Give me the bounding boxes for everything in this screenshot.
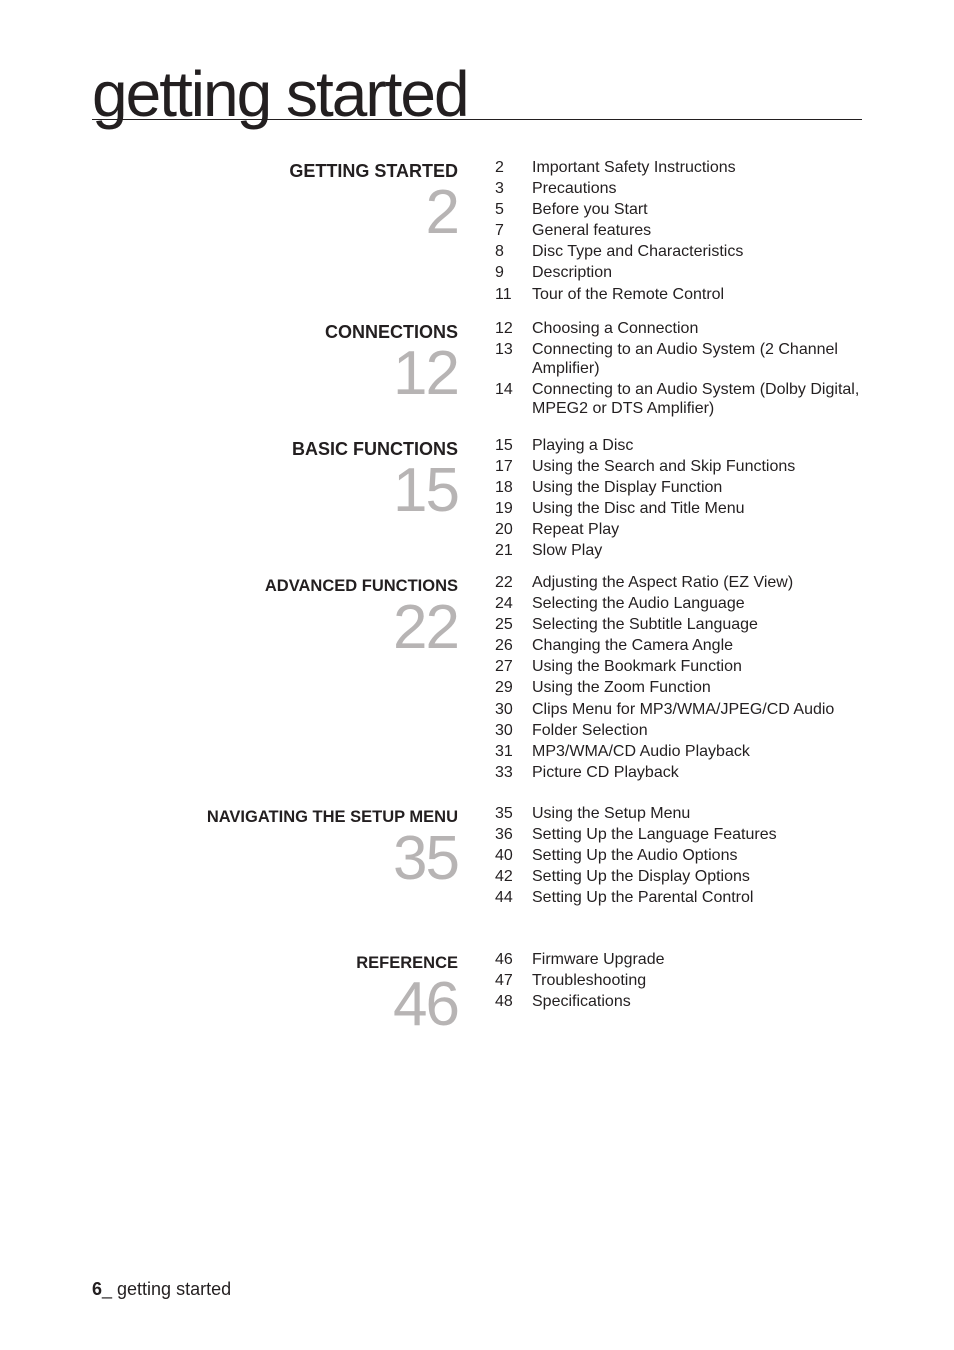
toc-entry-page: 47 <box>495 972 513 990</box>
toc-entry[interactable] <box>495 742 865 761</box>
toc-entry-page: 25 <box>495 616 513 634</box>
toc-entry-label: Playing a Disc <box>532 437 634 454</box>
toc-entry-page: 33 <box>495 763 513 781</box>
section-big-number: 15 <box>393 456 458 525</box>
toc-entry[interactable] <box>495 950 865 969</box>
section-entry-list <box>495 804 865 909</box>
section-entry-list <box>495 158 865 306</box>
section-header <box>138 806 458 893</box>
toc-entry-page: 8 <box>495 243 504 261</box>
toc-entry-label: Connecting to an Audio System (2 Channel Amplifier) <box>532 341 838 378</box>
toc-entry-label: Before you Start <box>532 201 648 219</box>
page-title: getting started <box>92 58 468 130</box>
toc-entry-page: 36 <box>495 826 513 844</box>
toc-entry-page: 29 <box>495 679 513 697</box>
section-header <box>138 575 458 662</box>
toc-entry[interactable] <box>495 846 865 865</box>
toc-entry-page: 14 <box>495 381 513 399</box>
toc-entry-page: 20 <box>495 521 513 539</box>
toc-entry-page: 11 <box>495 285 512 303</box>
toc-entry-page: 19 <box>495 500 513 518</box>
toc-entry[interactable] <box>495 242 865 261</box>
toc-entry-label: Using the Display Function <box>532 479 723 497</box>
toc-entry[interactable] <box>495 319 865 338</box>
toc-entry-label: Choosing a Connection <box>532 320 699 337</box>
toc-entry-label: Using the Zoom Function <box>532 679 711 697</box>
section-heading: NAVIGATING THE SETUP MENU <box>206 808 458 826</box>
toc-entry-page: 35 <box>495 805 513 822</box>
toc-entry[interactable] <box>495 380 865 418</box>
section-entry-list <box>495 573 865 784</box>
toc-entry-label: Setting Up the Language Features <box>532 826 777 844</box>
toc-entry[interactable] <box>495 457 865 476</box>
toc-entry-label: Repeat Play <box>532 521 620 539</box>
toc-entry-page: 7 <box>495 222 504 240</box>
toc-entry[interactable] <box>495 340 865 378</box>
toc-entry-label: Connecting to an Audio System (Dolby Digital, MPEG2 or DTS Amplifier) <box>532 381 860 418</box>
section-big-number: 2 <box>425 178 458 247</box>
toc-entry-page: 9 <box>495 264 504 282</box>
section-header <box>138 952 458 1039</box>
toc-entry-page: 46 <box>495 951 513 968</box>
toc-entry[interactable] <box>495 263 865 282</box>
toc-entry[interactable] <box>495 657 865 676</box>
toc-entry-page: 40 <box>495 847 513 865</box>
toc-entry-label: Precautions <box>532 180 617 198</box>
toc-entry[interactable] <box>495 499 865 518</box>
toc-entry-label: Setting Up the Audio Options <box>532 847 738 865</box>
toc-entry[interactable] <box>495 888 865 907</box>
section-entry-list <box>495 950 865 1013</box>
section-entry-list <box>495 436 865 563</box>
toc-entry[interactable] <box>495 615 865 634</box>
toc-entry[interactable] <box>495 763 865 782</box>
toc-entry-label: Firmware Upgrade <box>532 951 665 968</box>
toc-entry-label: Selecting the Audio Language <box>532 595 745 613</box>
toc-entry[interactable] <box>495 971 865 990</box>
toc-entry-page: 13 <box>495 341 513 359</box>
toc-entry[interactable] <box>495 636 865 655</box>
toc-entry-label: Tour of the Remote Control <box>532 285 725 303</box>
title-divider <box>92 119 862 120</box>
page-footer <box>92 1279 231 1300</box>
section-header <box>138 321 458 408</box>
toc-entry-page: 26 <box>495 637 513 655</box>
section-heading: BASIC FUNCTIONS <box>292 439 458 459</box>
toc-entry-label: Specifications <box>532 993 631 1011</box>
toc-entry-label: Changing the Camera Angle <box>532 637 734 655</box>
toc-entry-page: 17 <box>495 458 513 476</box>
toc-entry[interactable] <box>495 867 865 886</box>
section-big-number: 35 <box>393 824 458 893</box>
toc-entry-page: 24 <box>495 595 513 613</box>
footer-page-number: 6 <box>92 1279 103 1299</box>
toc-entry-label: Description <box>532 264 613 282</box>
toc-entry-page: 30 <box>495 721 513 739</box>
section-entry-list <box>495 319 865 420</box>
section-heading: ADVANCED FUNCTIONS <box>264 577 458 595</box>
toc-entry-label: Setting Up the Display Options <box>532 868 750 886</box>
section-heading: CONNECTIONS <box>324 322 458 342</box>
toc-entry-page: 3 <box>495 180 504 198</box>
toc-entry[interactable] <box>495 804 865 823</box>
toc-entry[interactable] <box>495 594 865 613</box>
toc-entry-label: Folder Selection <box>532 721 648 739</box>
toc-entry-page: 30 <box>495 700 513 718</box>
toc-entry-page: 48 <box>495 993 513 1011</box>
toc-entry[interactable] <box>495 678 865 697</box>
toc-entry-page: 12 <box>495 320 513 337</box>
toc-entry[interactable] <box>495 221 865 240</box>
toc-entry-label: Picture CD Playback <box>532 763 679 781</box>
toc-entry-label: Disc Type and Characteristics <box>532 243 744 261</box>
toc-entry-page: 42 <box>495 868 513 886</box>
toc-entry[interactable] <box>495 825 865 844</box>
toc-entry-label: General features <box>532 222 652 240</box>
toc-entry-label: MP3/WMA/CD Audio Playback <box>532 742 750 760</box>
toc-entry[interactable] <box>495 700 865 719</box>
toc-entry-page: 15 <box>495 437 513 454</box>
section-header <box>138 160 458 247</box>
section-big-number: 46 <box>393 970 458 1039</box>
toc-entry[interactable] <box>495 520 865 539</box>
toc-entry-page: 27 <box>495 658 513 676</box>
toc-entry-page: 22 <box>495 574 513 591</box>
toc-entry-label: Slow Play <box>532 542 603 560</box>
toc-entry-label: Troubleshooting <box>532 972 647 990</box>
toc-entry-page: 31 <box>495 742 513 760</box>
toc-entry-label: Using the Setup Menu <box>532 805 691 822</box>
toc-entry-label: Important Safety Instructions <box>532 159 736 176</box>
toc-entry[interactable] <box>495 573 865 592</box>
toc-entry-label: Using the Bookmark Function <box>532 658 742 676</box>
toc-entry[interactable] <box>495 436 865 455</box>
toc-entry-label: Selecting the Subtitle Language <box>532 616 758 634</box>
toc-entry[interactable] <box>495 721 865 740</box>
toc-entry-label: Using the Disc and Title Menu <box>532 500 745 518</box>
toc-entry-page: 21 <box>495 542 513 560</box>
toc-entry[interactable] <box>495 200 865 219</box>
toc-entry[interactable] <box>495 179 865 198</box>
toc-entry-label: Clips Menu for MP3/WMA/JPEG/CD Audio <box>532 700 835 718</box>
toc-entry-label: Setting Up the Parental Control <box>532 889 754 907</box>
section-header <box>138 438 458 525</box>
toc-entry-page: 2 <box>495 159 504 176</box>
toc-entry[interactable] <box>495 992 865 1011</box>
toc-entry[interactable] <box>495 541 865 560</box>
section-big-number: 22 <box>393 593 458 662</box>
toc-entry[interactable] <box>495 285 865 304</box>
toc-entry-label: Using the Search and Skip Functions <box>532 458 796 476</box>
toc-entry-label: Adjusting the Aspect Ratio (EZ View) <box>532 574 794 591</box>
toc-entry-page: 44 <box>495 889 513 907</box>
toc-entry[interactable] <box>495 158 865 177</box>
section-big-number: 12 <box>393 339 458 408</box>
section-heading: GETTING STARTED <box>289 161 458 181</box>
toc-entry[interactable] <box>495 478 865 497</box>
section-heading: REFERENCE <box>356 954 458 972</box>
footer-text: _ getting started <box>102 1279 232 1299</box>
toc-entry-page: 18 <box>495 479 513 497</box>
toc-entry-page: 5 <box>495 201 504 219</box>
